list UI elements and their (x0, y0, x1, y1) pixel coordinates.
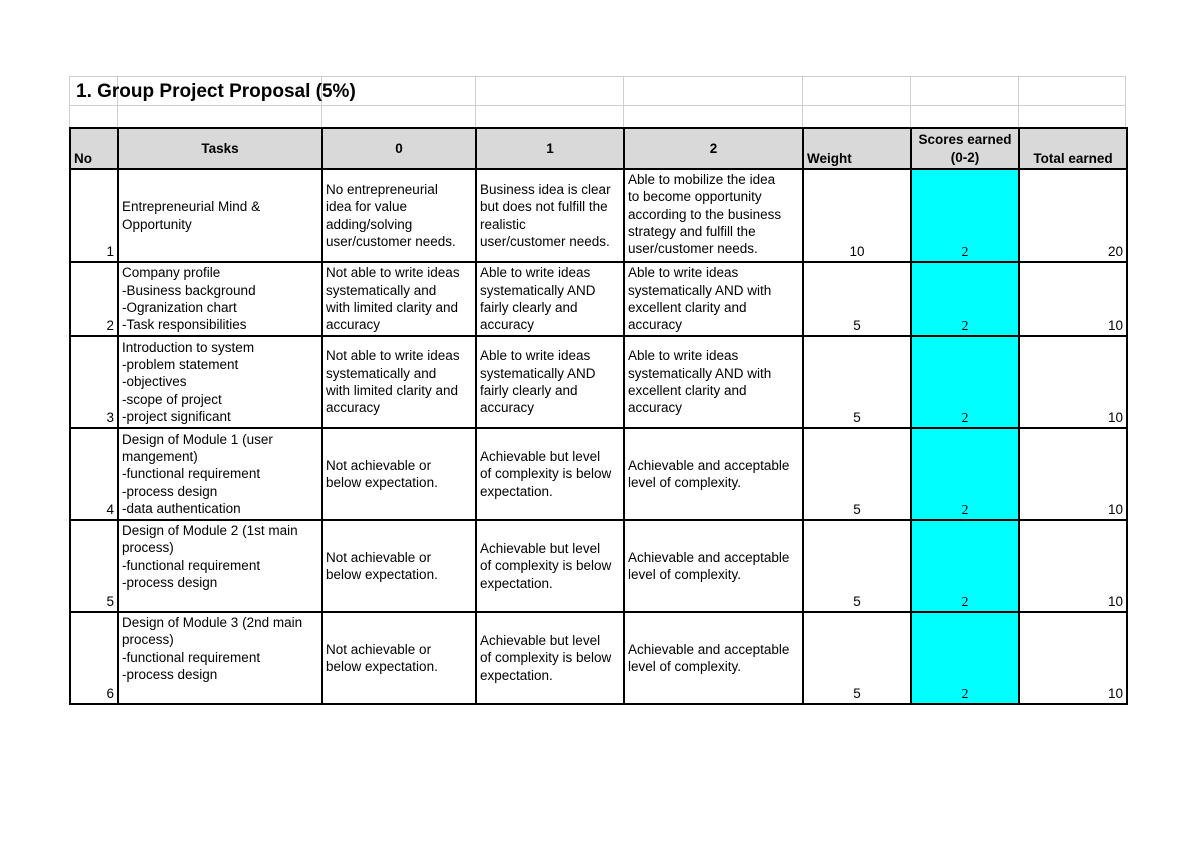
level-1-text: Able to write ideas systematically AND fairly clearly and accuracy (480, 265, 596, 333)
level-1-cell (476, 336, 624, 428)
level-2-text: Achievable and acceptable level of complexity. (628, 549, 790, 582)
level-2-cell (624, 428, 803, 520)
total-cell: 10 (1019, 520, 1127, 612)
score-cell[interactable]: 2 (911, 612, 1019, 704)
total-cell: 20 (1019, 169, 1127, 262)
level-2-cell (624, 262, 803, 336)
level-1-text: Achievable but level of complexity is below expectation. (480, 449, 612, 499)
header-tasks: Tasks (118, 128, 322, 169)
header-level-1: 1 (476, 128, 624, 169)
task-cell (118, 612, 322, 704)
level-2-text: Able to mobilize the idea to become opportunity according to the business strategy and fulfill the user/customer needs. (628, 172, 782, 257)
level-1-cell (476, 520, 624, 612)
gridline (623, 76, 624, 128)
level-1-text: Achievable but level of complexity is below expectation. (480, 633, 612, 683)
task-cell (118, 428, 322, 520)
level-1-text: Able to write ideas systematically AND fairly clearly and accuracy (480, 348, 596, 416)
score-cell[interactable]: 2 (911, 336, 1019, 428)
gridline (69, 105, 1126, 106)
section-title: 1. Group Project Proposal (5%) (76, 81, 356, 102)
level-1-text: Business idea is clear but does not fulfill the realistic user/customer needs. (480, 181, 611, 249)
row-number: 5 (70, 520, 118, 612)
header-no: No (70, 128, 118, 169)
task-text: Introduction to system -problem statement -objectives -scope of project -project significant (122, 339, 255, 424)
header-weight: Weight (803, 128, 911, 169)
task-text: Design of Module 3 (2nd main process) -functional requirement -process design (122, 615, 303, 682)
table-row (70, 262, 1127, 336)
table-row (70, 169, 1127, 262)
weight-cell: 5 (803, 262, 911, 336)
row-number: 6 (70, 612, 118, 704)
gridline (1018, 76, 1019, 128)
task-cell (118, 520, 322, 612)
task-text: Entrepreneurial Mind & Opportunity (122, 199, 261, 232)
level-2-text: Able to write ideas systematically AND with excellent clarity and accuracy (628, 265, 772, 333)
level-0-cell (322, 169, 476, 262)
level-2-cell (624, 336, 803, 428)
total-cell: 10 (1019, 428, 1127, 520)
row-number: 1 (70, 169, 118, 262)
gridline (910, 76, 911, 128)
weight-cell: 5 (803, 428, 911, 520)
header-row (70, 128, 1127, 169)
score-cell[interactable]: 2 (911, 428, 1019, 520)
level-1-cell (476, 428, 624, 520)
level-2-cell (624, 169, 803, 262)
level-2-cell (624, 520, 803, 612)
total-cell: 10 (1019, 262, 1127, 336)
gridline (69, 76, 70, 128)
task-text: Company profile -Business background -Ogranization chart -Task responsibilities (122, 265, 256, 333)
header-scores-earned: Scores earned (0-2) (911, 128, 1019, 169)
score-cell[interactable]: 2 (911, 169, 1019, 262)
table-row (70, 520, 1127, 612)
level-2-text: Achievable and acceptable level of complexity. (628, 457, 790, 490)
weight-cell: 5 (803, 336, 911, 428)
weight-cell: 5 (803, 520, 911, 612)
score-cell[interactable]: 2 (911, 262, 1019, 336)
task-cell (118, 169, 322, 262)
table-row (70, 336, 1127, 428)
gridline (475, 76, 476, 128)
total-cell: 10 (1019, 336, 1127, 428)
total-cell: 10 (1019, 612, 1127, 704)
table-row (70, 612, 1127, 704)
level-1-cell (476, 262, 624, 336)
level-0-cell (322, 612, 476, 704)
header-total-earned: Total earned (1019, 128, 1127, 169)
level-0-text: No entrepreneurial idea for value adding/solving user/customer needs. (326, 181, 456, 249)
header-level-0: 0 (322, 128, 476, 169)
header-level-2: 2 (624, 128, 803, 169)
row-number: 3 (70, 336, 118, 428)
weight-cell: 5 (803, 612, 911, 704)
level-2-text: Able to write ideas systematically AND with excellent clarity and accuracy (628, 348, 772, 416)
level-0-cell (322, 336, 476, 428)
gridline (1125, 76, 1126, 128)
level-0-cell (322, 262, 476, 336)
table-row (70, 428, 1127, 520)
task-cell (118, 262, 322, 336)
level-0-text: Not able to write ideas systematically and with limited clarity and accuracy (326, 265, 460, 333)
level-2-text: Achievable and acceptable level of complexity. (628, 641, 790, 674)
level-0-cell (322, 428, 476, 520)
level-2-cell (624, 612, 803, 704)
row-number: 4 (70, 428, 118, 520)
level-0-text: Not achievable or below expectation. (326, 641, 438, 674)
rubric-table (69, 127, 1128, 705)
task-cell (118, 336, 322, 428)
row-number: 2 (70, 262, 118, 336)
level-1-text: Achievable but level of complexity is below expectation. (480, 541, 612, 591)
level-0-cell (322, 520, 476, 612)
level-0-text: Not achievable or below expectation. (326, 549, 438, 582)
gridline (802, 76, 803, 128)
level-0-text: Not achievable or below expectation. (326, 457, 438, 490)
weight-cell: 10 (803, 169, 911, 262)
task-text: Design of Module 2 (1st main process) -functional requirement -process design (122, 523, 298, 590)
score-cell[interactable]: 2 (911, 520, 1019, 612)
gridline (69, 76, 1126, 77)
task-text: Design of Module 1 (user mangement) -functional requirement -process design -data authentication (122, 431, 273, 516)
level-1-cell (476, 612, 624, 704)
level-1-cell (476, 169, 624, 262)
level-0-text: Not able to write ideas systematically and with limited clarity and accuracy (326, 348, 460, 416)
